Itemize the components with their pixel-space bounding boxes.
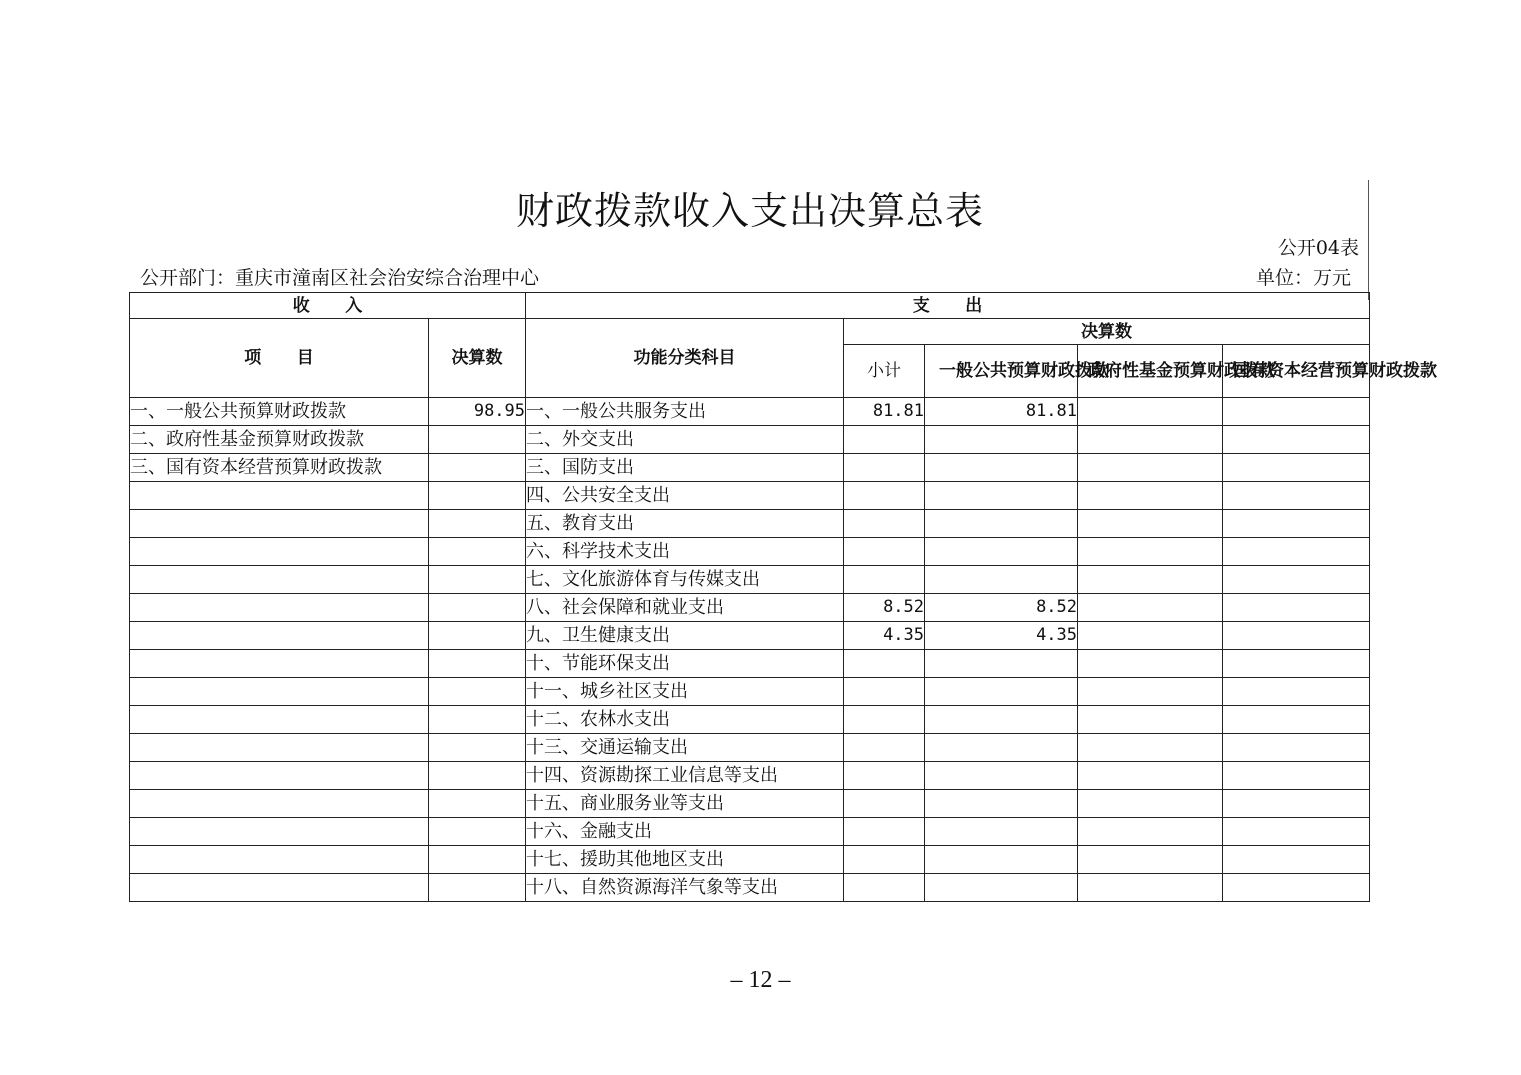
gov-fund-cell xyxy=(1078,790,1223,818)
income-amount-cell xyxy=(429,482,526,510)
income-amount-cell xyxy=(429,678,526,706)
state-capital-cell xyxy=(1223,790,1370,818)
general-budget-cell: 81.81 xyxy=(925,398,1078,426)
expense-item-cell: 六、科学技术支出 xyxy=(526,538,844,566)
gov-fund-budget-header: 政府性基金预算财政拨款 xyxy=(1078,345,1223,398)
expense-item-cell: 九、卫生健康支出 xyxy=(526,622,844,650)
general-budget-header: 一般公共预算财政拨款 xyxy=(925,345,1078,398)
income-item-cell: 一、一般公共预算财政拨款 xyxy=(130,398,429,426)
gov-fund-cell xyxy=(1078,538,1223,566)
income-item-cell xyxy=(130,678,429,706)
table-row xyxy=(130,482,1370,510)
expense-item-cell: 十八、自然资源海洋气象等支出 xyxy=(526,874,844,902)
subtotal-cell xyxy=(844,762,925,790)
subtotal-cell: 81.81 xyxy=(844,398,925,426)
gov-fund-cell xyxy=(1078,622,1223,650)
expense-item-cell: 十、节能环保支出 xyxy=(526,650,844,678)
income-amount-cell xyxy=(429,510,526,538)
income-amount-cell xyxy=(429,818,526,846)
gov-fund-cell xyxy=(1078,874,1223,902)
general-budget-cell xyxy=(925,706,1078,734)
income-amount-cell xyxy=(429,734,526,762)
gov-fund-cell xyxy=(1078,818,1223,846)
function-class-header: 功能分类科目 xyxy=(526,319,844,398)
subtotal-cell xyxy=(844,650,925,678)
income-amount-cell xyxy=(429,650,526,678)
state-capital-cell xyxy=(1223,678,1370,706)
state-capital-cell xyxy=(1223,566,1370,594)
expense-item-cell: 八、社会保障和就业支出 xyxy=(526,594,844,622)
item-header: 项 目 xyxy=(130,319,429,398)
income-item-cell xyxy=(130,650,429,678)
expense-item-cell: 十七、援助其他地区支出 xyxy=(526,846,844,874)
income-item-cell xyxy=(130,566,429,594)
general-budget-cell xyxy=(925,790,1078,818)
general-budget-cell xyxy=(925,846,1078,874)
expense-item-cell: 三、国防支出 xyxy=(526,454,844,482)
state-capital-cell xyxy=(1223,874,1370,902)
general-budget-cell xyxy=(925,650,1078,678)
state-capital-cell xyxy=(1223,762,1370,790)
general-budget-cell xyxy=(925,510,1078,538)
state-capital-cell xyxy=(1223,426,1370,454)
table-row xyxy=(130,510,1370,538)
income-item-cell xyxy=(130,790,429,818)
state-capital-cell xyxy=(1223,706,1370,734)
income-amount-cell xyxy=(429,538,526,566)
income-item-cell xyxy=(130,846,429,874)
table-row xyxy=(130,454,1370,482)
general-budget-cell xyxy=(925,538,1078,566)
general-budget-cell xyxy=(925,482,1078,510)
general-budget-cell xyxy=(925,762,1078,790)
income-item-cell: 三、国有资本经营预算财政拨款 xyxy=(130,454,429,482)
state-capital-cell xyxy=(1223,846,1370,874)
general-budget-cell: 4.35 xyxy=(925,622,1078,650)
expense-item-cell: 二、外交支出 xyxy=(526,426,844,454)
subtotal-cell xyxy=(844,790,925,818)
general-budget-cell xyxy=(925,818,1078,846)
page-title: 财政拨款收入支出决算总表 xyxy=(515,189,984,233)
income-item-cell xyxy=(130,706,429,734)
income-item-cell xyxy=(130,538,429,566)
table-row xyxy=(130,818,1370,846)
income-amount-cell xyxy=(429,622,526,650)
expense-item-cell: 十五、商业服务业等支出 xyxy=(526,790,844,818)
expense-item-cell: 五、教育支出 xyxy=(526,510,844,538)
gov-fund-cell xyxy=(1078,678,1223,706)
expense-item-cell: 十六、金融支出 xyxy=(526,818,844,846)
state-capital-cell xyxy=(1223,538,1370,566)
income-item-cell xyxy=(130,874,429,902)
income-amount-cell xyxy=(429,454,526,482)
table-row xyxy=(130,594,1370,622)
income-amount-cell xyxy=(429,594,526,622)
table-row xyxy=(130,566,1370,594)
state-capital-cell xyxy=(1223,650,1370,678)
subtotal-cell xyxy=(844,818,925,846)
gov-fund-cell xyxy=(1078,566,1223,594)
gov-fund-cell xyxy=(1078,846,1223,874)
page-number: – 12 – xyxy=(730,967,791,993)
expense-item-cell: 十一、城乡社区支出 xyxy=(526,678,844,706)
table-row xyxy=(130,734,1370,762)
gov-fund-cell xyxy=(1078,482,1223,510)
income-amount-cell xyxy=(429,790,526,818)
subtotal-header: 小计 xyxy=(844,345,925,398)
income-amount-cell xyxy=(429,762,526,790)
expense-item-cell: 一、一般公共服务支出 xyxy=(526,398,844,426)
income-item-cell xyxy=(130,622,429,650)
income-amount-cell xyxy=(429,846,526,874)
state-capital-budget-header: 国有资本经营预算财政拨款 xyxy=(1223,345,1370,398)
general-budget-cell xyxy=(925,734,1078,762)
table-row xyxy=(130,426,1370,454)
income-item-cell xyxy=(130,510,429,538)
income-amount-cell xyxy=(429,426,526,454)
state-capital-cell xyxy=(1223,482,1370,510)
subtotal-cell xyxy=(844,678,925,706)
subtotal-cell xyxy=(844,454,925,482)
table-row xyxy=(130,538,1370,566)
expense-item-cell: 十四、资源勘探工业信息等支出 xyxy=(526,762,844,790)
subtotal-cell xyxy=(844,538,925,566)
table-row xyxy=(130,622,1370,650)
income-item-cell xyxy=(130,734,429,762)
gov-fund-cell xyxy=(1078,398,1223,426)
state-capital-cell xyxy=(1223,622,1370,650)
gov-fund-cell xyxy=(1078,734,1223,762)
gov-fund-cell xyxy=(1078,510,1223,538)
gov-fund-cell xyxy=(1078,650,1223,678)
subtotal-cell xyxy=(844,734,925,762)
expense-item-cell: 十二、农林水支出 xyxy=(526,706,844,734)
table-row xyxy=(130,874,1370,902)
table-row xyxy=(130,706,1370,734)
expense-item-cell: 十三、交通运输支出 xyxy=(526,734,844,762)
general-budget-cell xyxy=(925,678,1078,706)
state-capital-cell xyxy=(1223,398,1370,426)
gov-fund-cell xyxy=(1078,706,1223,734)
expense-item-cell: 七、文化旅游体育与传媒支出 xyxy=(526,566,844,594)
income-amount-cell xyxy=(429,566,526,594)
state-capital-cell xyxy=(1223,818,1370,846)
income-item-cell xyxy=(130,762,429,790)
gov-fund-cell xyxy=(1078,594,1223,622)
gov-fund-cell xyxy=(1078,426,1223,454)
table-row xyxy=(130,846,1370,874)
subtotal-cell xyxy=(844,706,925,734)
income-item-cell xyxy=(130,818,429,846)
state-capital-cell xyxy=(1223,594,1370,622)
subtotal-cell: 4.35 xyxy=(844,622,925,650)
expense-item-cell: 四、公共安全支出 xyxy=(526,482,844,510)
gov-fund-cell xyxy=(1078,762,1223,790)
subtotal-cell xyxy=(844,846,925,874)
gov-fund-cell xyxy=(1078,454,1223,482)
general-budget-cell xyxy=(925,454,1078,482)
table-row xyxy=(130,790,1370,818)
subtotal-cell: 8.52 xyxy=(844,594,925,622)
income-amount-cell xyxy=(429,874,526,902)
final-amount-header: 决算数 xyxy=(429,319,526,398)
state-capital-cell xyxy=(1223,454,1370,482)
table-row xyxy=(130,398,1370,426)
budget-table xyxy=(129,292,1438,902)
income-item-cell: 二、政府性基金预算财政拨款 xyxy=(130,426,429,454)
subtotal-cell xyxy=(844,874,925,902)
table-row xyxy=(130,650,1370,678)
income-amount-cell xyxy=(429,706,526,734)
income-amount-cell: 98.95 xyxy=(429,398,526,426)
subtotal-cell xyxy=(844,510,925,538)
unit-label: 单位：万元 xyxy=(1255,267,1351,289)
subtotal-cell xyxy=(844,426,925,454)
general-budget-cell xyxy=(925,874,1078,902)
table-row xyxy=(130,678,1370,706)
state-capital-cell xyxy=(1223,734,1370,762)
form-code: 公开04表 xyxy=(1277,237,1359,259)
state-capital-cell xyxy=(1223,510,1370,538)
general-budget-cell xyxy=(925,566,1078,594)
department-label: 公开部门：重庆市潼南区社会治安综合治理中心 xyxy=(140,267,540,289)
income-header: 收 入 xyxy=(130,293,526,319)
income-item-cell xyxy=(130,594,429,622)
general-budget-cell xyxy=(925,426,1078,454)
subtotal-cell xyxy=(844,482,925,510)
expense-header: 支 出 xyxy=(526,293,1370,319)
general-budget-cell: 8.52 xyxy=(925,594,1078,622)
income-item-cell xyxy=(130,482,429,510)
table-row xyxy=(130,762,1370,790)
final-amount-group-header: 决算数 xyxy=(844,319,1370,345)
subtotal-cell xyxy=(844,566,925,594)
